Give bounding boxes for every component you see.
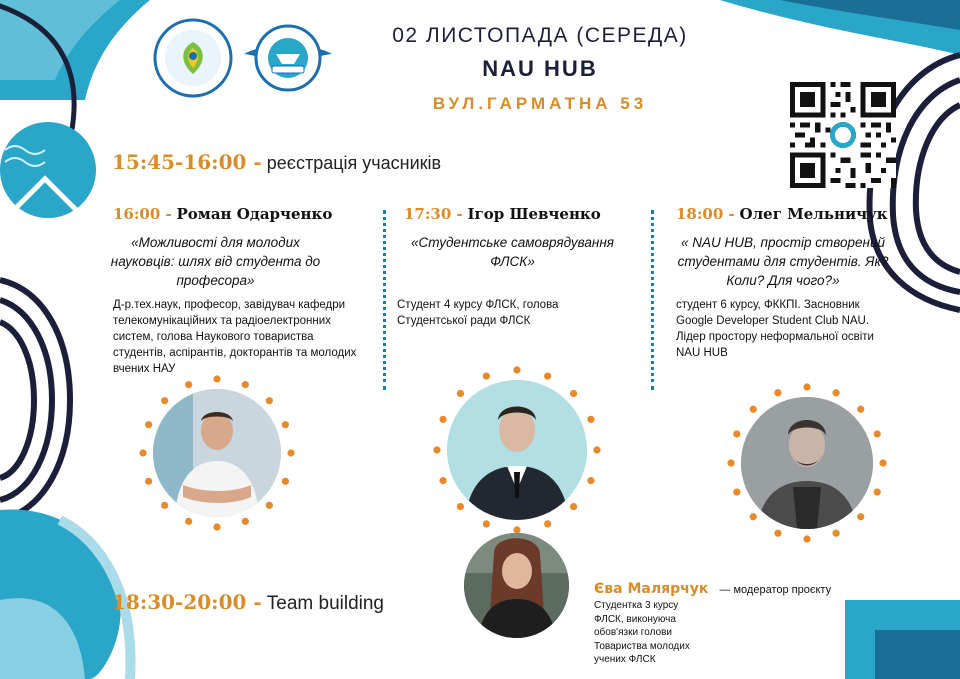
speaker-1-bio: Д-р.тех.наук, професор, завідувач кафедри телекомунікаційних та радіоелектронних систем, голова Наукового товариства студентів, аспірантів, докторантів та молодих вчених НАУ — [113, 299, 357, 375]
ring-dot — [570, 503, 577, 510]
ring-dot — [857, 406, 864, 413]
ring-dot — [287, 449, 294, 456]
ring-dot — [727, 459, 734, 466]
event-address: ВУЛ.ГАРМАТНА 53 — [432, 94, 648, 113]
person-avatar-icon — [464, 533, 569, 638]
ring-dot — [593, 446, 600, 453]
ring-dot — [483, 372, 490, 379]
ring-dot — [457, 503, 464, 510]
ring-dot — [242, 518, 249, 525]
ring-dot — [242, 381, 249, 388]
ring-dot — [433, 446, 440, 453]
speaker-1-talk: «Можливості для молодих науковців: шлях від студента до професора» — [110, 235, 321, 288]
ring-dot — [439, 477, 446, 484]
registration-label: реєстрація учасників — [266, 153, 442, 173]
ring-dot — [266, 397, 273, 404]
moderator-bio: Студентка 3 курсу ФЛСК, виконуюча обов'язки голови Товариства молодих учених ФЛСК — [594, 600, 690, 665]
team-building-line — [112, 590, 384, 615]
registration-time: 15:45-16:00 - — [112, 150, 262, 174]
speaker-2-time: 17:30 - — [404, 205, 463, 223]
ring-dot — [213, 375, 220, 382]
ring-dot — [832, 530, 839, 537]
ring-dot — [282, 421, 289, 428]
moderator-name: Єва Малярчук — [594, 581, 709, 597]
speaker-2-bio: Студент 4 курсу ФЛСК, голова Студентської ради ФЛСК — [397, 299, 559, 327]
speaker-3-bio: студент 6 курсу, ФККПІ. Засновник Google Developer Student Club NAU. Лідер простору неформальної освіти NAU HUB — [676, 299, 874, 359]
speaker-3-photo — [741, 397, 873, 529]
speaker-1-time: 16:00 - — [113, 205, 172, 223]
speaker-3-talk: « NAU HUB, простір створений студентами для студентів. Як? Коли? Для чого?» — [677, 235, 889, 288]
person-avatar-icon — [741, 397, 873, 529]
speaker-1-name: Роман Одарченко — [176, 205, 333, 223]
ring-dot — [483, 520, 490, 527]
ring-dot — [161, 502, 168, 509]
ring-dot — [874, 430, 881, 437]
ring-dot — [185, 518, 192, 525]
moderator-role: — модератор проєкту — [719, 584, 832, 596]
ring-dot — [439, 416, 446, 423]
ring-dot — [832, 389, 839, 396]
ring-dot — [185, 381, 192, 388]
ring-dot — [145, 478, 152, 485]
speaker-2-name: Ігор Шевченко — [467, 205, 601, 223]
ring-dot — [544, 372, 551, 379]
speaker-2-talk: «Студентське самоврядування ФЛСК» — [411, 235, 614, 269]
ring-dot — [544, 520, 551, 527]
ring-dot — [733, 488, 740, 495]
event-venue: NAU HUB — [482, 56, 598, 81]
ring-dot — [161, 397, 168, 404]
ring-dot — [457, 390, 464, 397]
ring-dot — [750, 513, 757, 520]
moderator-photo — [464, 533, 569, 638]
ring-dot — [139, 449, 146, 456]
ring-dot — [213, 523, 220, 530]
ring-dot — [733, 430, 740, 437]
ring-dot — [570, 390, 577, 397]
speaker-3-time: 18:00 - — [676, 205, 735, 223]
ring-dot — [587, 416, 594, 423]
ring-dot — [879, 459, 886, 466]
speaker-2-photo — [447, 380, 587, 520]
moderator-heading — [594, 578, 831, 597]
ring-dot — [774, 530, 781, 537]
person-avatar-icon — [153, 389, 281, 517]
team-building-label: Team building — [266, 593, 385, 614]
ring-dot — [266, 502, 273, 509]
ring-dot — [587, 477, 594, 484]
ring-dot — [282, 478, 289, 485]
team-building-time: 18:30-20:00 - — [112, 590, 262, 614]
speaker-1-photo — [153, 389, 281, 517]
ring-dot — [857, 513, 864, 520]
speaker-3-name: Олег Мельничук — [739, 205, 888, 223]
ring-dot — [750, 406, 757, 413]
ring-dot — [803, 535, 810, 542]
ring-dot — [874, 488, 881, 495]
person-avatar-icon — [447, 380, 587, 520]
event-date: 02 ЛИСТОПАДА (СЕРЕДА) — [392, 24, 688, 47]
ring-dot — [774, 389, 781, 396]
ring-dot — [513, 366, 520, 373]
ring-dot — [803, 383, 810, 390]
ring-dot — [145, 421, 152, 428]
